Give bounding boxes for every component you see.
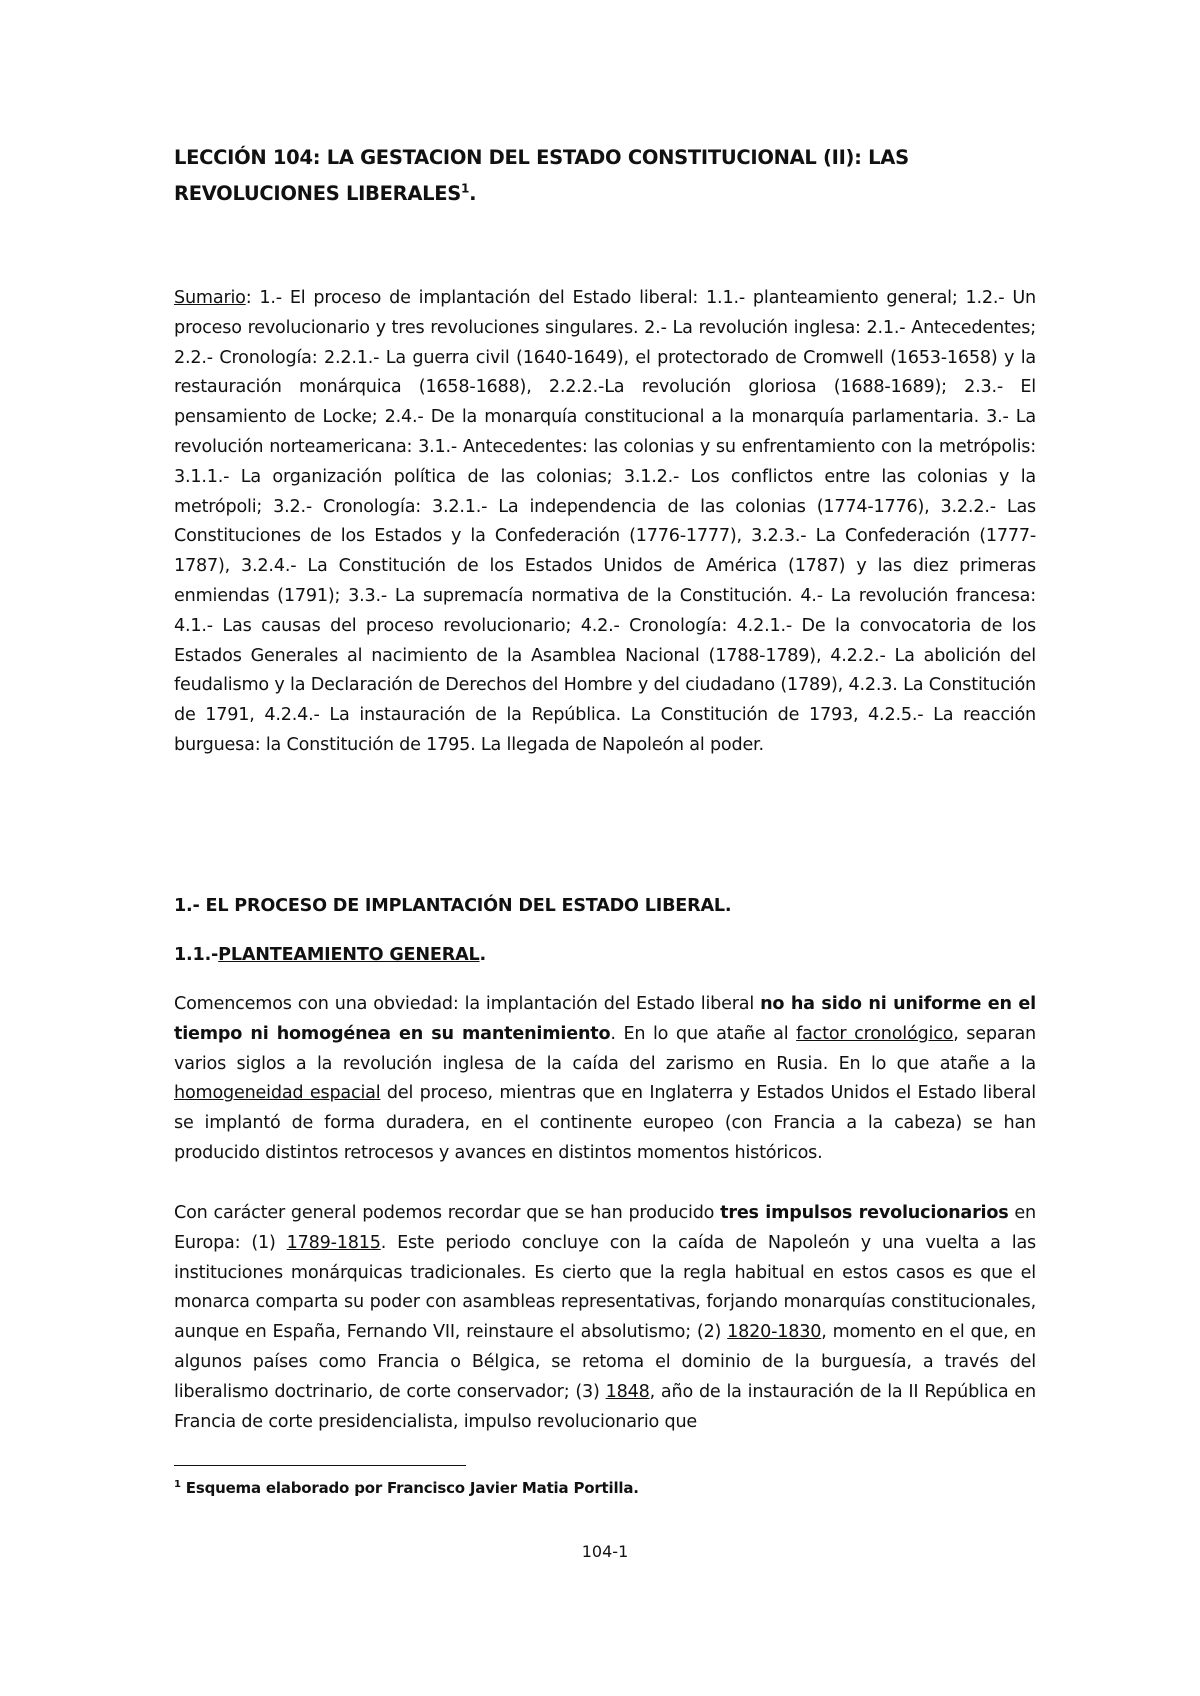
text-run: del proceso, mientras que en Inglaterra y Estados Unidos el Estado liberal se implantó de forma duradera, en el continente europeo (con Francia a la cabeza) se han producido distintos retrocesos y avances en distintos momentos históricos. — [174, 1083, 1036, 1163]
summary-paragraph — [174, 284, 1036, 761]
document-page — [174, 0, 1036, 1696]
underlined-run: factor cronológico — [796, 1023, 954, 1044]
section-title-end: . — [479, 945, 486, 965]
underlined-run: 1848 — [605, 1381, 650, 1402]
text-run: , año de la instauración de la II República en Francia de corte presidencialista, impulso revolucionario que — [174, 1381, 1036, 1432]
footnote — [174, 1476, 639, 1500]
underlined-run: 1789-1815 — [286, 1232, 381, 1253]
section-heading-1: 1.- EL PROCESO DE IMPLANTACIÓN DEL ESTADO LIBERAL. — [174, 896, 732, 916]
text-run: Con carácter general podemos recordar que se han producido — [174, 1203, 721, 1223]
text-run: , momento en el que, en algunos países como Francia o Bélgica, se retoma el dominio de la burguesía, a través del liberalismo doctrinario, de corte conservador; (3) — [174, 1322, 1036, 1402]
underlined-run: homogeneidad espacial — [174, 1083, 381, 1104]
lesson-title-text: LECCIÓN 104: LA GESTACION DEL ESTADO CONSTITUCIONAL (II): LAS REVOLUCIONES LIBERALES — [174, 146, 909, 205]
text-run: Comencemos con una obviedad: la implantación del Estado liberal — [174, 994, 761, 1014]
bold-run: tres impulsos revolucionarios — [720, 1203, 1009, 1223]
section-heading-1-1 — [174, 941, 486, 969]
summary-text: : 1.- El proceso de implantación del Estado liberal: 1.1.- planteamiento general; 1.2.- Un proceso revolucionario y tres revoluciones singulares. 2.- La revolución inglesa: 2.1.- Antecedentes; 2.2.- Cronología: 2.2.1.- La guerra civil (1640-1649), el protectorado de Cromwell (1653-1658) y la restauración monárquica (1658-1688), 2.2.2.-La revolución gloriosa (1688-1689); 2.3.- El pensamiento de Locke; 2.4.- De la monarquía constitucional a la monarquía parlamentaria. 3.- La revolución norteamericana: 3.1.- Antecedentes: las colonias y su enfrentamiento con la metrópolis: 3.1.1.- La organización política de las colonias; 3.1.2.- Los conflictos entre las colonias y la metrópoli; 3.2.- Cronología: 3.2.1.- La independencia de las colonias (1774-1776), 3.2.2.- Las Constituciones de los Estados y la Confederación (1776-1777), 3.2.3.- La Confederación (1777-1787), 3.2.4.- La Constitución de los Estados Unidos de América (1787) y las diez primeras enmiendas (1791); 3.3.- La supremacía normativa de la Constitución. 4.- La revolución francesa: 4.1.- Las causas del proceso revolucionario; 4.2.- Cronología: 4.2.1.- De la convocatoria de los Estados Generales al nacimiento de la Asamblea Nacional (1788-1789), 4.2.2.- La abolición del feudalismo y la Declaración de Derechos del Hombre y del ciudadano (1789), 4.2.3. La Constitución de 1791, 4.2.4.- La instauración de la República. La Constitución de 1793, 4.2.5.- La reacción burguesa: la Constitución de 1795. La llegada de Napoleón al poder. — [174, 288, 1036, 755]
footnote-separator — [174, 1465, 466, 1466]
lesson-title — [174, 140, 1036, 212]
body-paragraph-2 — [174, 1199, 1036, 1437]
bold-run: no ha sido ni uniforme en el tiempo ni homogénea en su mantenimiento — [174, 994, 1036, 1044]
text-run: . Este periodo concluye con la caída de Napoleón y una vuelta a las instituciones monárquicas tradicionales. Es cierto que la regla habitual en estos casos es que el monarca comparta su poder con asambleas representativas, forjando monarquías constitucionales, aunque en España, Fernando VII, reinstaure el absolutismo; (2) — [174, 1232, 1036, 1343]
lesson-title-end: . — [469, 182, 477, 205]
text-run: , separan varios siglos a la revolución inglesa de la caída del zarismo en Rusia. En lo que atañe a la — [174, 1023, 1037, 1074]
body-paragraph-1 — [174, 990, 1036, 1169]
section-number: 1.1.- — [174, 945, 219, 965]
footnote-text: Esquema elaborado por Francisco Javier Matia Portilla. — [180, 1479, 639, 1497]
text-run: en Europa: (1) — [174, 1203, 1037, 1253]
underlined-run: 1820-1830 — [727, 1322, 822, 1343]
section-title: PLANTEAMIENTO GENERAL — [218, 945, 480, 965]
summary-label: Sumario — [174, 288, 246, 308]
text-run: . En lo que atañe al — [610, 1023, 797, 1044]
page-number: 104-1 — [581, 1542, 629, 1561]
footnote-number: 1 — [174, 1479, 181, 1490]
footnote-reference[interactable]: 1 — [461, 181, 470, 196]
